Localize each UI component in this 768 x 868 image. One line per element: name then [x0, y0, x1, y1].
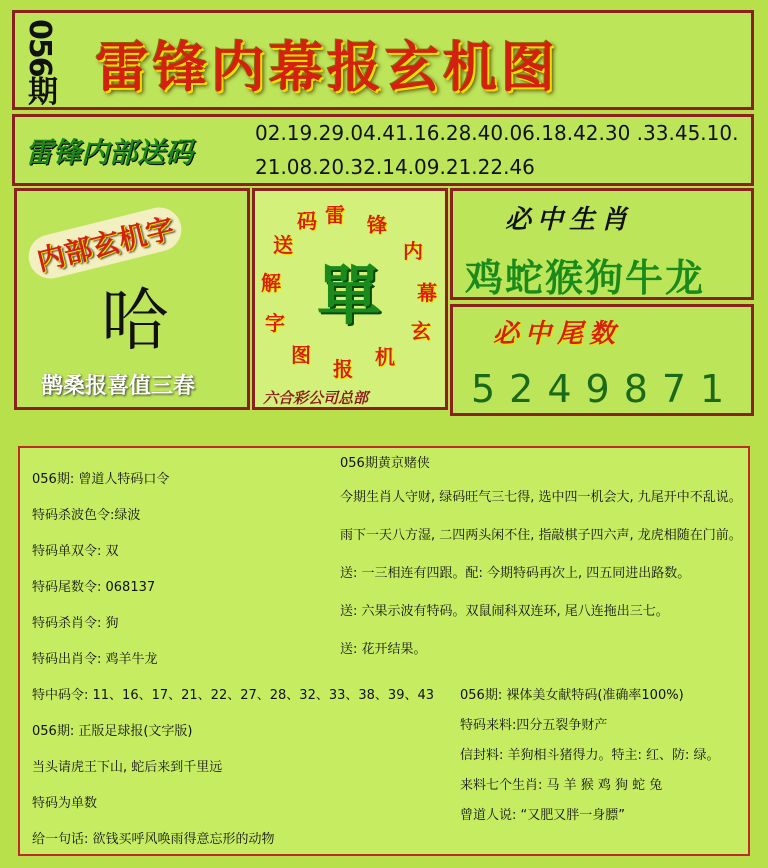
- ring-char: 机: [375, 345, 395, 369]
- page-title: 雷锋内幕报玄机图: [95, 35, 559, 99]
- ring-char: 解: [261, 271, 281, 295]
- ring-char: 图: [291, 343, 311, 367]
- right-line: 送: 花开结果。: [340, 642, 427, 657]
- ring-char: 雷: [325, 203, 345, 227]
- zodiac-panel: [450, 188, 754, 300]
- left-line: 特码为单数: [32, 796, 98, 811]
- left-line: 当头请虎王下山, 蛇后来到千里远: [32, 760, 223, 775]
- left-line: 特码杀肖令: 狗: [32, 616, 119, 631]
- tail-panel: [450, 304, 754, 416]
- ring-char: 送: [273, 233, 293, 257]
- tail-label: 必中尾数: [493, 319, 622, 349]
- numbers-line-2: 21.08.20.32.14.09.21.22.46: [255, 155, 535, 179]
- left-line: 特码单双令: 双: [32, 544, 119, 559]
- right-line: 送: 六果示波有特码。双鼠闹科双连环, 尾八连拖出三七。: [340, 604, 669, 619]
- secret-note: 鹊桑报喜值三春: [41, 373, 196, 399]
- ring-char: 锋: [367, 213, 387, 237]
- left-line: 特中码令: 11、16、17、21、22、27、28、32、33、38、39、43: [32, 688, 435, 703]
- left-line: 特码尾数令: 068137: [32, 580, 156, 595]
- header-panel: [12, 10, 754, 110]
- zodiac-value: 鸡蛇猴狗牛龙: [465, 255, 706, 300]
- left-line: 056期: 正版足球报(文字版): [32, 724, 193, 739]
- left-line: 056期: 曾道人特码口令: [32, 472, 170, 487]
- right-line: 雨下一天八方湿, 二四两头闲不住, 指敲棋子四六声, 龙虎相随在门前。: [340, 528, 742, 543]
- left-line: 特码出肖令: 鸡羊牛龙: [32, 652, 158, 667]
- issue-number: 056期: [22, 19, 57, 104]
- center-circle-panel: [252, 188, 448, 410]
- secret-character-panel: [14, 188, 250, 410]
- zodiac-label: 必中生肖: [505, 205, 634, 235]
- right-title: 056期黄京赌侠: [340, 456, 430, 471]
- ring-char: 幕: [417, 281, 437, 305]
- ring-char: 玄: [411, 319, 431, 343]
- bottom-right-line: 056期: 裸体美女献特码(准确率100%): [460, 688, 684, 703]
- bottom-right-line: 信封料: 羊狗相斗猪得力。特主: 红、防: 绿。: [460, 748, 720, 763]
- numbers-label: 雷锋内部送码: [25, 136, 194, 169]
- secret-label: 内部玄机字: [24, 203, 186, 283]
- bottom-right-line: 特码来料:四分五裂争财产: [460, 718, 608, 733]
- left-line: 给一句话: 欲钱买呼风唤雨得意忘形的动物: [32, 832, 275, 847]
- bottom-panel: [18, 446, 750, 856]
- tail-value: 5249871: [471, 367, 739, 411]
- ring-char: 码: [297, 209, 317, 233]
- bottom-right-line: 来料七个生肖: 马 羊 猴 鸡 狗 蛇 兔: [460, 778, 663, 793]
- left-line: 特码杀波色令:绿波: [32, 508, 141, 523]
- numbers-panel: [12, 114, 754, 186]
- bottom-right-line: 曾道人说: “又肥又胖一身膘”: [460, 808, 625, 823]
- center-footer: 六合彩公司总部: [263, 389, 369, 407]
- ring-char: 内: [403, 239, 423, 263]
- ring-char: 字: [265, 311, 285, 335]
- right-line: 送: 一三相连有四跟。配: 今期特码再次上, 四五同进出路数。: [340, 566, 691, 581]
- center-character: 單: [317, 259, 381, 334]
- right-line: 今期生肖人守财, 绿码旺气三七得, 选中四一机会大, 九尾开中不乱说。: [340, 490, 742, 505]
- numbers-line-1: 02.19.29.04.41.16.28.40.06.18.42.30 .33.45.10.: [255, 121, 739, 145]
- ring-char: 报: [333, 357, 353, 381]
- secret-character: 哈: [101, 282, 170, 361]
